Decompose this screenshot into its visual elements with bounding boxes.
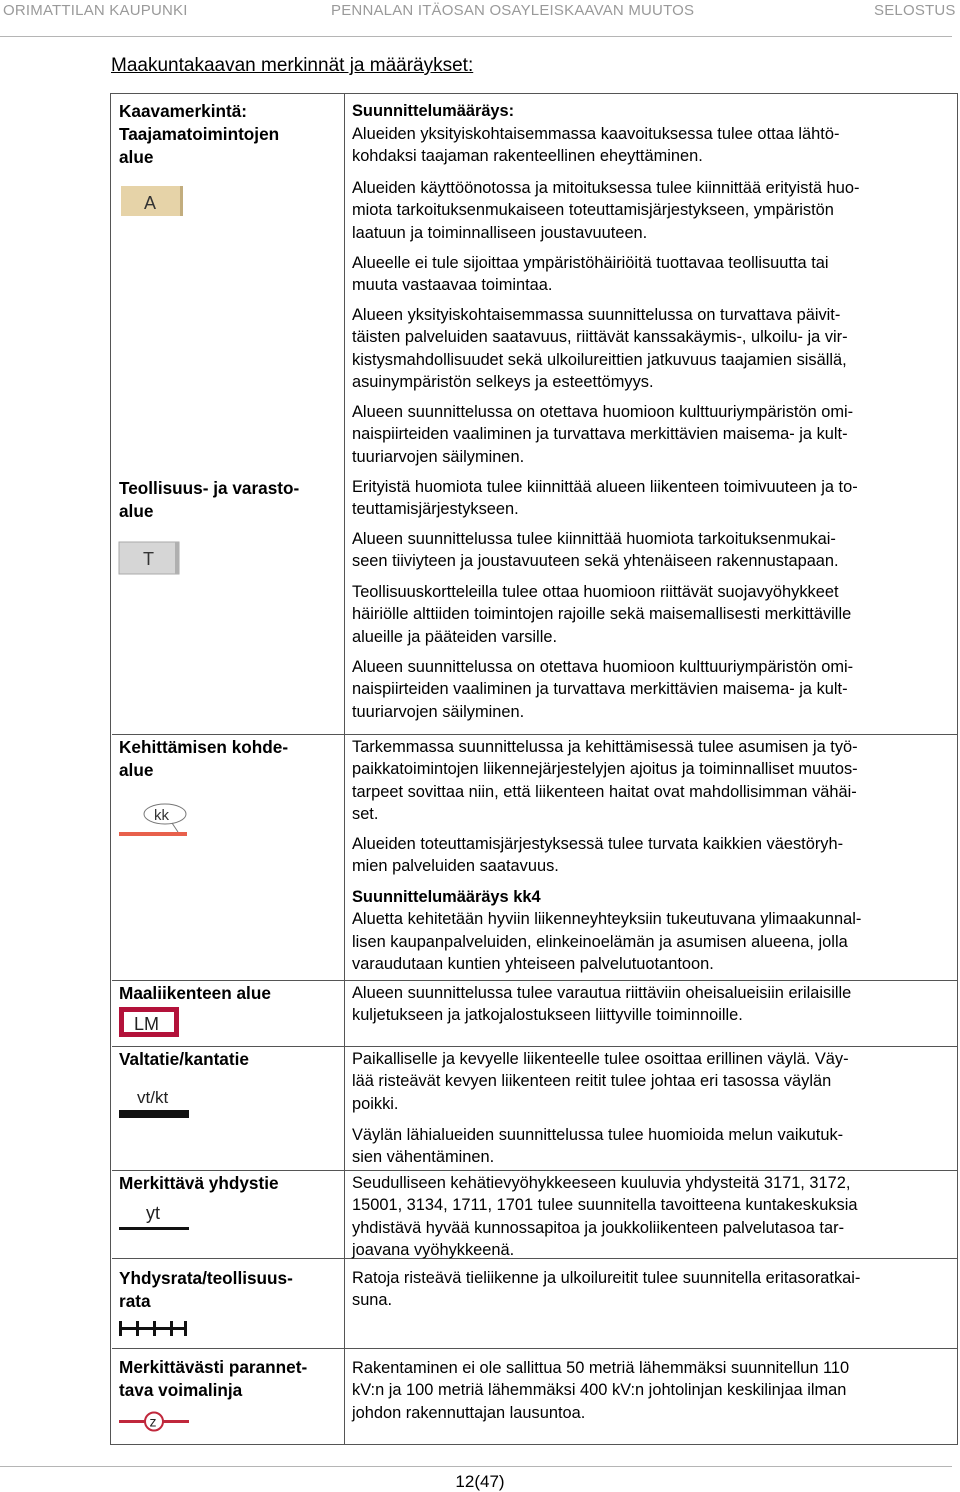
text-line: kistysmahdollisuudet sekä ulkoilureittien jatkuvuus taajamien sisällä, — [352, 350, 847, 369]
paragraph-y1 — [352, 1172, 952, 1262]
label-taajama — [119, 123, 339, 169]
row-divider — [112, 1348, 957, 1349]
page-number: 12(47) — [455, 1472, 505, 1491]
text-line: yhdistävä hyvää kunnossapitoa ja joukkoliikenteen palvelutasoa tar- — [352, 1218, 845, 1237]
label-kaavamerkinta: Kaavamerkintä: — [119, 101, 248, 121]
text-line: tuuriarvojen säilyminen. — [352, 447, 525, 466]
regulation-heading — [352, 100, 952, 122]
text-line: Alueen suunnittelussa tulee varautua riittäviin oheisalueisiin erilaisille — [352, 984, 852, 1002]
row-divider — [112, 734, 957, 735]
text-line: Alueen yksityiskohtaisemmassa suunnittelussa on turvattava päivit- — [352, 306, 841, 324]
text-line: Ratoja risteävä tieliikenne ja ulkoilureitit tulee suunnitella eritasoratkai- — [352, 1269, 861, 1287]
text-line: lää risteävät kevyen liikenteen reitit tulee johtaa eri tasossa väylän — [352, 1072, 832, 1091]
text-line: muuta vastaavaa toimintaa. — [352, 276, 553, 295]
text-line: naispiirteiden vaaliminen ja turvattava merkittävien maisema- ja kult- — [352, 425, 848, 444]
text-line: Seudulliseen kehätievyöhykkeeseen kuuluvia yhdysteitä 3171, 3172, — [352, 1174, 851, 1192]
text-line: Väylän lähialueiden suunnittelussa tulee huomioida melun vaikutuk- — [352, 1126, 844, 1144]
text-line: Alueiden käyttöönotossa ja mitoituksessa tulee kiinnittää erityistä huo- — [352, 179, 860, 197]
label-line: Merkittävästi parannet- — [119, 1357, 308, 1377]
symbol-text: yt — [146, 1203, 161, 1223]
paragraph-p1 — [352, 1357, 952, 1424]
text-line: Alueen suunnittelussa on otettava huomioon kulttuuriympäristön omi- — [352, 403, 854, 421]
paragraph-m1 — [352, 982, 952, 1027]
label-line: Teollisuus- ja varasto- — [119, 478, 300, 498]
label-voimalinja — [119, 1356, 339, 1402]
text-line: Alueiden toteuttamisjärjestyksessä tulee turvata kaikkien väestöryh- — [352, 835, 844, 853]
text-line: joavana vyöhykkeenä. — [352, 1241, 515, 1260]
symbol-text: z — [149, 1413, 157, 1430]
text-line: tarpeet sovittaa niin, että liikenteen haitat ovat mahdollisimman vähäi- — [352, 782, 857, 801]
header-center: PENNALAN ITÄOSAN OSAYLEISKAAVAN MUUTOS — [331, 2, 695, 19]
paragraph-t1 — [352, 123, 952, 168]
paragraph-k2 — [352, 833, 952, 878]
heading-text: Suunnittelumääräys: — [352, 102, 515, 120]
label-line: alue — [119, 501, 154, 521]
symbol-valtatie-icon — [118, 1084, 194, 1124]
row-divider — [112, 1170, 957, 1171]
paragraph-i1 — [352, 476, 952, 521]
text-line: Alueen suunnittelussa on otettava huomioon kulttuuriympäristön omi- — [352, 658, 854, 676]
paragraph-r1 — [352, 1267, 952, 1312]
text-line: laatuun ja toiminnalliseen joustavuuteen. — [352, 223, 648, 242]
label-line: Yhdysrata/teollisuus- — [119, 1268, 293, 1288]
page-title: Maakuntakaavan merkinnät ja määräykset: — [111, 55, 474, 76]
label-valtatie: Valtatie/kantatie — [119, 1049, 249, 1069]
row-divider — [112, 980, 957, 981]
paragraph-i4 — [352, 656, 952, 723]
label-line: Kehittämisen kohde- — [119, 737, 289, 757]
text-line: Erityistä huomiota tulee kiinnittää alueen liikenteen toimivuuteen ja to- — [352, 478, 858, 496]
paragraph-t5 — [352, 401, 952, 468]
label-rata — [119, 1267, 339, 1313]
text-line: Alueelle ei tule sijoittaa ympäristöhäiriöitä tuottavaa teollisuutta tai — [352, 254, 829, 272]
paragraph-t3 — [352, 252, 952, 297]
text-line: Rakentaminen ei ole sallittua 50 metriä lähemmäksi suunnitellun 110 — [352, 1359, 850, 1377]
label-yhdystie: Merkittävä yhdystie — [119, 1173, 279, 1193]
footer-rule — [0, 1466, 952, 1467]
symbol-text: kk — [154, 807, 169, 824]
paragraph-i2 — [352, 528, 952, 573]
paragraph-v1 — [352, 1048, 952, 1115]
text-line: häiriölle alttiiden toimintojen rajoille sekä maisemallisesti merkittäville — [352, 605, 852, 624]
regulations-table — [110, 93, 958, 1445]
text-line: varaudutaan kuntien yhteiseen palvelutuotantoon. — [352, 955, 714, 974]
symbol-rata-icon — [118, 1319, 192, 1339]
text-line: alueille ja pääteiden varsille. — [352, 627, 558, 646]
paragraph-k1 — [352, 736, 952, 826]
symbol-text: vt/kt — [137, 1088, 169, 1107]
text-line: lisen kaupanpalveluiden, elinkeinoelämän ja asumisen alueena, jolla — [352, 932, 848, 951]
paragraph-v2 — [352, 1124, 952, 1169]
symbol-yhdystie-icon — [118, 1199, 194, 1235]
paragraph-i3 — [352, 581, 952, 648]
symbol-kehittaminen-icon — [118, 802, 192, 840]
text-line: Aluetta kehitetään hyviin liikenneyhteyksiin tukeutuvana ylimaakunnal- — [352, 910, 862, 929]
text-line: asuinympäristön selkeys ja esteettömyys. — [352, 373, 654, 392]
label-line: alue — [119, 760, 154, 780]
label-line: rata — [119, 1291, 151, 1311]
symbol-teollisuus-icon — [118, 541, 182, 577]
symbol-text: LM — [134, 1014, 160, 1034]
header-right: SELOSTUS — [874, 2, 956, 19]
label-kehittaminen — [119, 736, 339, 782]
text-line: kohdaksi taajaman rakenteellinen eheyttäminen. — [352, 147, 703, 166]
header-left: ORIMATTILAN KAUPUNKI — [3, 2, 188, 19]
text-line: paikkatoimintojen liikennejärjestelyjen ajoitus ja toiminnalliset muutos- — [352, 760, 858, 779]
text-line: kV:n ja 100 metriä lähemmäksi 400 kV:n johtolinjan keskilinjaa ilman — [352, 1381, 847, 1400]
label-line: Taajamatoimintojen — [119, 124, 280, 144]
paragraph-t2 — [352, 177, 952, 244]
text-line: tuuriarvojen säilyminen. — [352, 702, 525, 721]
text-line: seen tiiviyteen ja joustavuuteen sekä yhtenäiseen rakennustapaan. — [352, 552, 839, 571]
text-line: mien palveluiden saatavuus. — [352, 857, 559, 876]
text-line: Alueiden yksityiskohtaisemmassa kaavoituksessa tulee ottaa lähtö- — [352, 125, 840, 143]
label-teollisuus — [119, 477, 339, 523]
text-line: miota tarkoituksenmukaiseen toteuttamisjärjestykseen, ympäristön — [352, 201, 834, 220]
paragraph-k3 — [352, 886, 952, 976]
column-divider — [344, 94, 345, 1444]
symbol-text: A — [144, 193, 157, 213]
text-line: teuttamisjärjestykseen. — [352, 500, 519, 519]
text-line: johdon rakennuttajan lausuntoa. — [352, 1403, 586, 1422]
text-line: set. — [352, 805, 379, 824]
symbol-text: T — [143, 549, 154, 569]
text-line: naispiirteiden vaaliminen ja turvattava merkittävien maisema- ja kult- — [352, 680, 848, 699]
text-line: poikki. — [352, 1094, 399, 1113]
text-line: 15001, 3134, 1711, 1701 tulee suunnitella tavoitteena kuntakeskuksia — [352, 1196, 858, 1215]
row-divider — [112, 1046, 957, 1047]
text-line: kuljetukseen ja jatkojalostukseen liittyville toiminnoille. — [352, 1006, 743, 1025]
symbol-voimalinja-icon — [118, 1409, 192, 1435]
header-rule — [0, 36, 952, 37]
text-line: sien vähentäminen. — [352, 1148, 495, 1167]
label-line: tava voimalinja — [119, 1380, 243, 1400]
paragraph-t4 — [352, 304, 952, 394]
label-line: alue — [119, 147, 154, 167]
text-line: täisten palveluiden saatavuus, riittävät kanssakäymis-, ulkoilu- ja vir- — [352, 328, 848, 347]
text-line: Teollisuuskortteleilla tulee ottaa huomioon riittävät suojavyöhykkeet — [352, 583, 839, 601]
subheading-text: Suunnittelumääräys kk4 — [352, 888, 541, 906]
text-line: Paikalliselle ja kevyelle liikenteelle tulee osoittaa erillinen väylä. Väy- — [352, 1050, 849, 1068]
symbol-maaliikenne-icon — [118, 1006, 182, 1040]
label-maaliikenne: Maaliikenteen alue — [119, 983, 271, 1003]
symbol-taajama-icon — [120, 185, 186, 219]
text-line: Tarkemmassa suunnittelussa ja kehittämisessä tulee asumisen ja työ- — [352, 738, 858, 756]
text-line: Alueen suunnittelussa tulee kiinnittää huomiota tarkoituksenmukai- — [352, 530, 836, 548]
text-line: suna. — [352, 1291, 393, 1310]
